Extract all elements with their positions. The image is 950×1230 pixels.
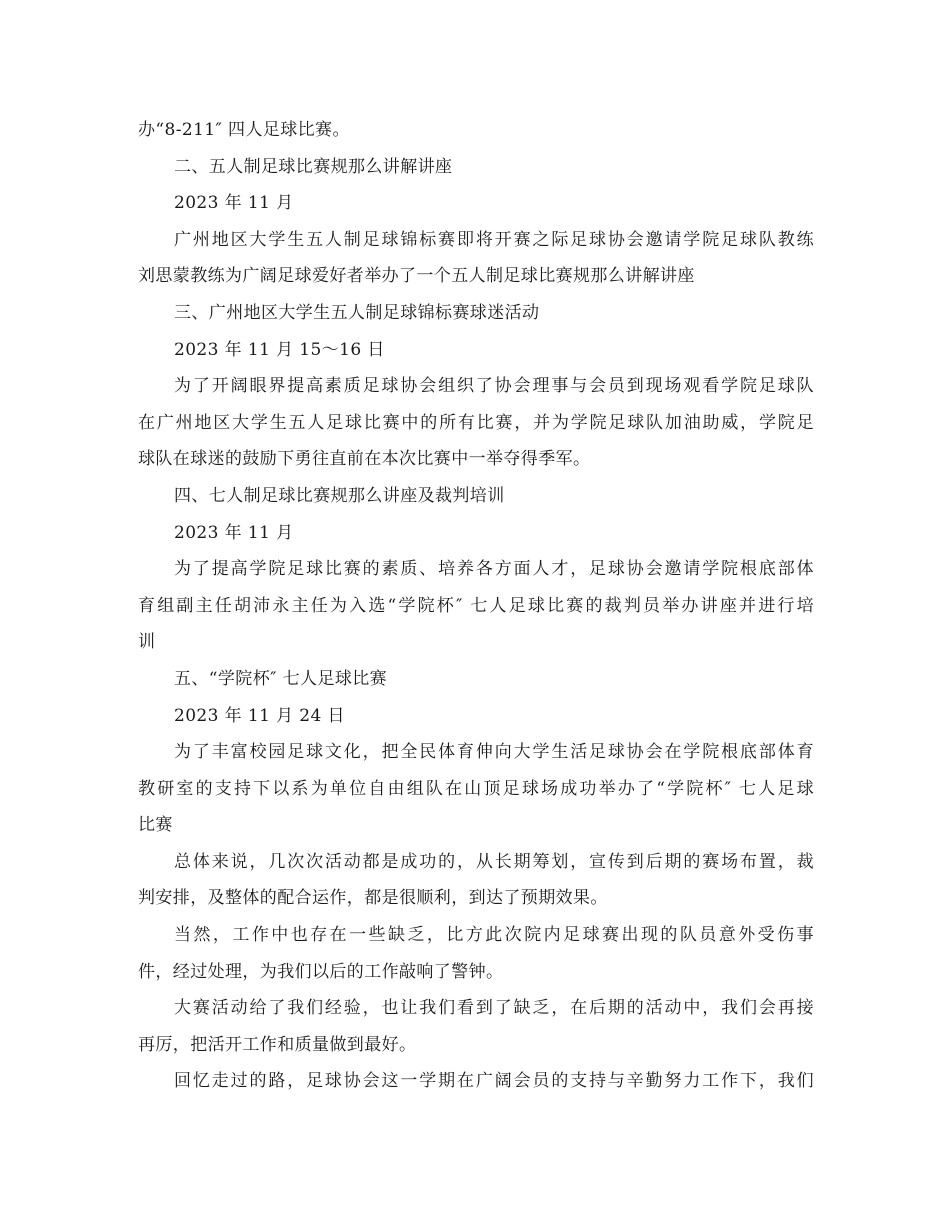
text-line: 球队在球迷的鼓励下勇往直前在本次比赛中一举夺得季军。 [138,449,591,470]
text-line: 回忆走过的路，足球协会这一学期在广阔会员的支持与辛勤努力工作下，我们 [174,1071,814,1092]
text-line: 办“8-211″ 四人足球比赛。 [138,120,350,140]
date-line: 2023 年 11 月 24 日 [174,705,345,726]
date-line: 2023 年 11 月 15～16 日 [174,339,385,360]
section-heading: 四、七人制足球比赛规那么讲座及裁判培训 [174,485,505,506]
date-line: 2023 年 11 月 [174,193,294,214]
text-line: 大赛活动给了我们经验，也让我们看到了缺乏，在后期的活动中，我们会再接 [174,998,814,1019]
text-line: 广州地区大学生五人制足球锦标赛即将开赛之际足球协会邀请学院足球队教练 [174,229,814,250]
text-line: 为了提高学院足球比赛的素质、培养各方面人才，足球协会邀请学院根底部体 [174,559,814,580]
text-line: 总体来说，几次次活动都是成功的，从长期筹划，宣传到后期的赛场布置，裁 [174,851,814,872]
text-line: 在广州地区大学生五人足球比赛中的所有比赛，并为学院足球队加油助威，学院足 [138,412,814,433]
text-line: 判安排，及整体的配合运作，都是很顺利，到达了预期效果。 [138,888,608,909]
text-line: 育组副主任胡沛永主任为入选“学院杯″ 七人足球比赛的裁判员举办讲座并进行培 [138,595,814,616]
text-line: 训 [138,632,156,653]
text-line: 为了丰富校园足球文化，把全民体育伸向大学生活足球协会在学院根底部体育 [174,742,814,763]
text-line: 为了开阔眼界提高素质足球协会组织了协会理事与会员到现场观看学院足球队 [174,376,814,397]
document-body [138,112,814,1100]
text-line: 教研室的支持下以系为单位自由组队在山顶足球场成功举办了“学院杯″ 七人足球 [138,778,814,799]
section-heading: 二、五人制足球比赛规那么讲解讲座 [174,156,453,177]
text-line: 比赛 [138,815,173,836]
date-line: 2023 年 11 月 [174,522,294,543]
text-line: 当然，工作中也存在一些缺乏，比方此次院内足球赛出现的队员意外受伤事 [174,925,814,946]
section-heading: 五、“学院杯″ 七人足球比赛 [174,668,388,689]
section-heading: 三、广州地区大学生五人制足球锦标赛球迷活动 [174,302,540,323]
text-line: 再厉，把活开工作和质量做到最好。 [138,1034,417,1055]
text-line: 件，经过处理，为我们以后的工作敲响了警钟。 [138,961,504,982]
text-line: 刘思蒙教练为广阔足球爱好者举办了一个五人制足球比赛规那么讲解讲座 [138,266,695,287]
